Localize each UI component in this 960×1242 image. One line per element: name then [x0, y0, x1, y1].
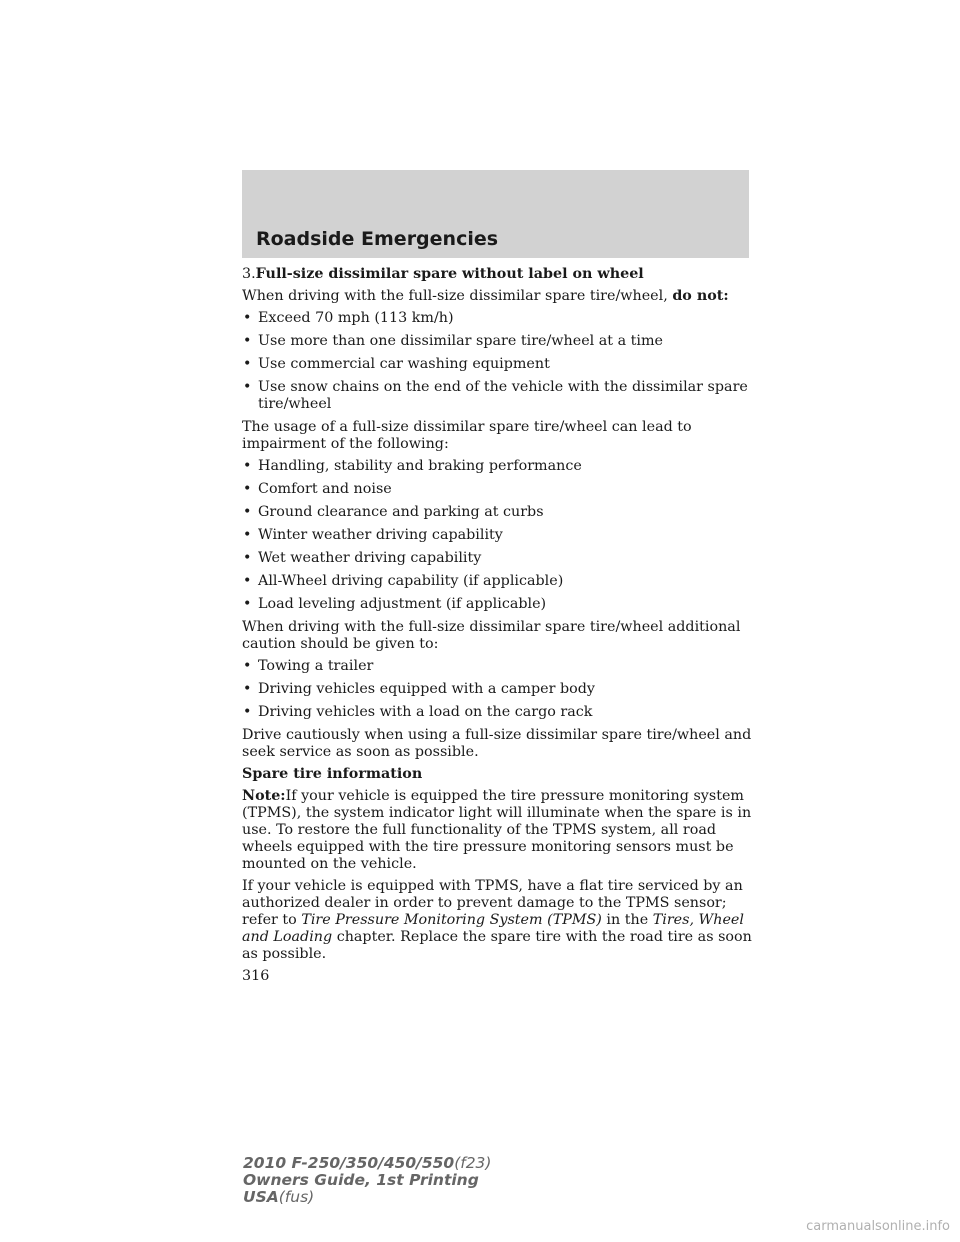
list-item: • Wet weather driving capability	[243, 550, 482, 566]
tpms-reference: Tire Pressure Monitoring System (TPMS)	[301, 912, 602, 928]
caution-intro: When driving with the full-size dissimilar spare tire/wheel additional caution should be given to:	[242, 619, 741, 652]
do-not-intro	[242, 288, 762, 305]
item-number: 3.	[242, 266, 256, 282]
do-not-label: do not:	[672, 288, 729, 304]
list-item: • Exceed 70 mph (113 km/h)	[243, 310, 454, 326]
caution-list	[242, 658, 762, 721]
impairment-intro: The usage of a full-size dissimilar spare tire/wheel can lead to impairment of the following:	[242, 419, 692, 452]
list-item: • Use more than one dissimilar spare tire/wheel at a time	[243, 333, 664, 349]
section-title: Roadside Emergencies	[256, 228, 499, 250]
footer-line-edition: Owners Guide, 1st Printing	[243, 1171, 479, 1189]
list-item: • Load leveling adjustment (if applicable)	[243, 596, 547, 612]
intro-text: When driving with the full-size dissimilar spare tire/wheel,	[242, 288, 668, 304]
note-text: If your vehicle is equipped the tire pressure monitoring system (TPMS), the system indicator light will illuminate when the spare is in use. To restore the full functionality of the TPMS system, all road wheels equipped with the tire pressure monitoring sensors must be mounted on the vehicle.	[242, 788, 752, 872]
page-content	[242, 266, 762, 985]
watermark: carmanualsonline.info	[806, 1219, 950, 1234]
impairment-list	[242, 458, 762, 613]
list-item: • All-Wheel driving capability (if applicable)	[243, 573, 564, 589]
list-item: • Use commercial car washing equipment	[243, 356, 550, 372]
list-item: • Towing a trailer	[243, 658, 374, 674]
tpms-paragraph: If your vehicle is equipped with TPMS, have a flat tire serviced by an authorized dealer in order to prevent damage to the TPMS sensor; refer to Tire Pressure Monitoring System (TPMS) in the Tires, Wheel and Loading chapter. Replace the spare tire with the road tire as soon as possible.	[242, 878, 752, 962]
footer-line-market: USA(fus)	[243, 1188, 315, 1206]
drive-cautiously-text: Drive cautiously when using a full-size dissimilar spare tire/wheel and seek service as soon as possible.	[242, 727, 752, 760]
list-item: • Use snow chains on the end of the vehicle with the dissimilar spare tire/wheel	[243, 379, 748, 412]
do-not-list	[242, 310, 762, 413]
chapter-reference: Tires, Wheel and Loading	[242, 912, 744, 945]
note-label: Note:	[242, 788, 286, 804]
list-item: • Winter weather driving capability	[243, 527, 503, 543]
list-item: • Driving vehicles with a load on the cargo rack	[243, 704, 593, 720]
spare-info-heading: Spare tire information	[242, 766, 423, 782]
section-3-heading	[242, 266, 762, 283]
list-item: • Handling, stability and braking performance	[243, 458, 582, 474]
list-item: • Comfort and noise	[243, 481, 392, 497]
item-heading: Full-size dissimilar spare without label on wheel	[255, 266, 644, 282]
list-item: • Ground clearance and parking at curbs	[243, 504, 544, 520]
note-paragraph	[242, 788, 762, 873]
print-footer	[243, 1155, 491, 1206]
list-item: • Driving vehicles equipped with a camper body	[243, 681, 595, 697]
page-number: 316	[242, 968, 270, 984]
footer-line-model: 2010 F-250/350/450/550(f23)	[243, 1154, 492, 1172]
section-header-band	[242, 170, 749, 258]
